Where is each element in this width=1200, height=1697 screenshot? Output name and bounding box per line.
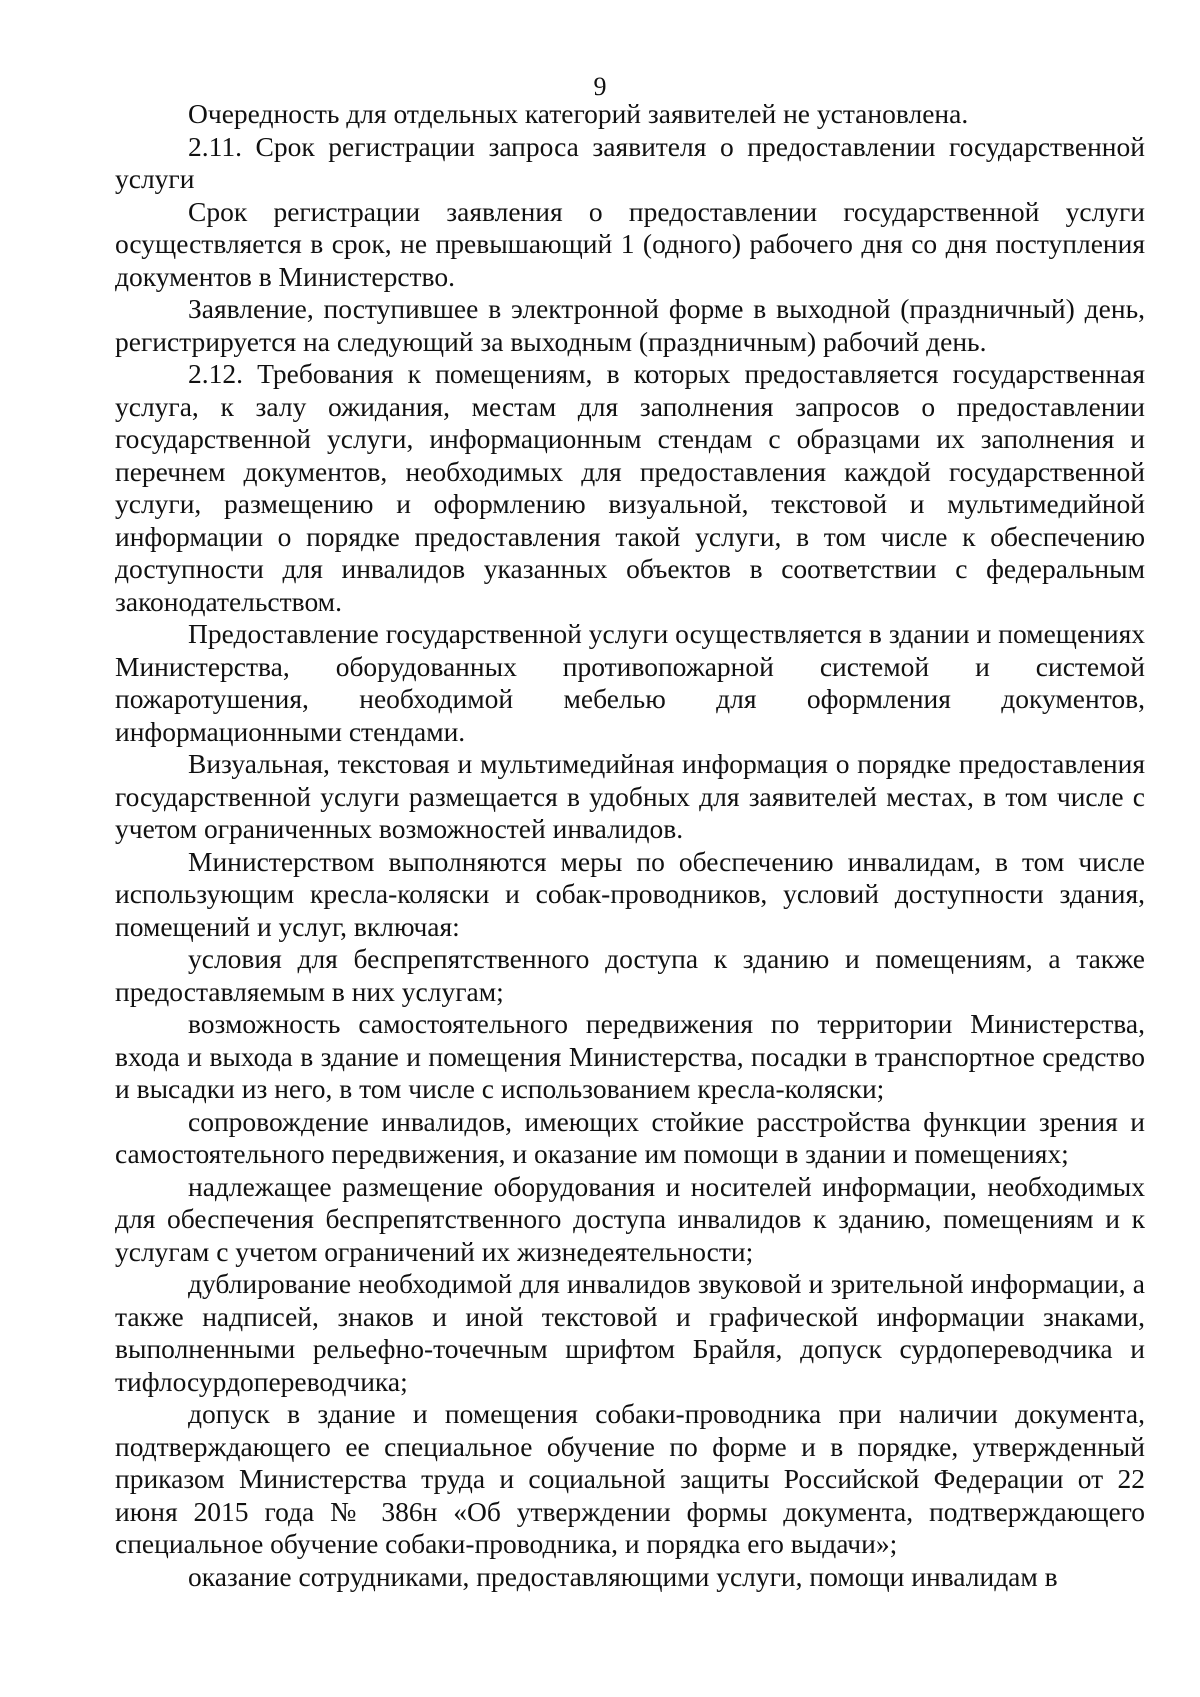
section-heading-2-12: 2.12. Требования к помещениям, в которых предоставляется государственная услуга, к залу ожидания, местам для заполнения запросов о предоставлении государственной услуги, информационным стендам с образцами их заполнения и перечнем документов, необходимых для предоставления каждой государственной услуги, размещению и оформлению визуальной, текстовой и мультимедийной информации о порядке предоставления такой услуги, в том числе к обеспечению доступности для инвалидов указанных объектов в соответствии с федеральным законодательством. bbox=[115, 358, 1145, 617]
list-item-escort-assistance: сопровождение инвалидов, имеющих стойкие расстройства функции зрения и самостоятельного передвижения, и оказание им помощи в здании и помещениях; bbox=[115, 1105, 1145, 1169]
list-item-staff-assistance: оказание сотрудниками, предоставляющими услуги, помощи инвалидам в bbox=[188, 1560, 1058, 1592]
paragraph-electronic-application: Заявление, поступившее в электронной форме в выходной (праздничный) день, регистрируется на следующий за выходным (праздничным) рабочий день. bbox=[115, 293, 1145, 357]
document-body bbox=[115, 98, 1145, 1593]
list-item-independent-movement: возможность самостоятельного передвижения по территории Министерства, входа и выхода в здание и помещения Министерства, посадки в транспортное средство и высадки из него, в том числе с использованием кресла-коляски; bbox=[115, 1008, 1145, 1104]
list-item-unobstructed-access: условия для беспрепятственного доступа к зданию и помещениям, а также предоставляемым в них услугам; bbox=[115, 943, 1145, 1007]
list-item-guide-dog-admission: допуск в здание и помещения собаки-проводника при наличии документа, подтверждающего ее специальное обучение по форме и в порядке, утвержденный приказом Министерства труда и социальной защиты Российской Федерации от 22 июня 2015 года № 386н «Об утверждении формы документа, подтверждающего специальное обучение собаки-проводника, и порядка его выдачи»; bbox=[115, 1398, 1145, 1559]
paragraph-service-premises: Предоставление государственной услуги осуществляется в здании и помещениях Министерства, оборудованных противопожарной системой и системой пожаротушения, необходимой мебелью для оформления документов, информационными стендами. bbox=[115, 618, 1145, 747]
paragraph-registration-term: Срок регистрации заявления о предоставлении государственной услуги осуществляется в срок, не превышающий 1 (одного) рабочего дня со дня поступления документов в Министерство. bbox=[115, 195, 1145, 292]
section-heading-2-11: 2.11. Срок регистрации запроса заявителя о предоставлении государственной услуги bbox=[115, 130, 1145, 194]
paragraph-queue-order: Очередность для отдельных категорий заявителей не установлена. bbox=[188, 98, 969, 129]
page-number: 9 bbox=[593, 72, 607, 101]
list-item-equipment-placement: надлежащее размещение оборудования и носителей информации, необходимых для обеспечения беспрепятственного доступа инвалидов к зданию, помещениям и к услугам с учетом ограничений их жизнедеятельности; bbox=[115, 1170, 1145, 1267]
paragraph-visual-information: Визуальная, текстовая и мультимедийная информация о порядке предоставления государственной услуги размещается в удобных для заявителей местах, в том числе с учетом ограниченных возможностей инвалидов. bbox=[115, 748, 1145, 844]
list-item-information-duplication: дублирование необходимой для инвалидов звуковой и зрительной информации, а также надписей, знаков и иной текстовой и графической информации знаками, выполненными рельефно-точечным шрифтом Брайля, допуск сурдопереводчика и тифлосурдопереводчика; bbox=[115, 1268, 1145, 1397]
paragraph-accessibility-measures: Министерством выполняются меры по обеспечению инвалидам, в том числе использующим кресла-коляски и собак-проводников, условий доступности здания, помещений и услуг, включая: bbox=[115, 845, 1145, 942]
